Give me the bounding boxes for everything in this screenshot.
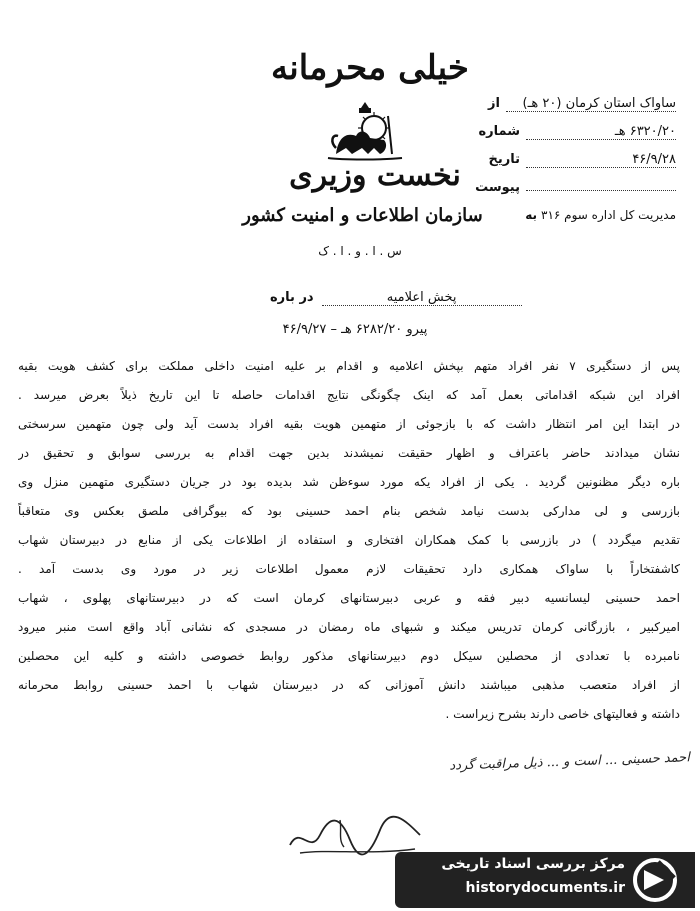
- meta-attachment: [475, 180, 676, 195]
- body-line: باره دیگر مظنونین گردید . یکی از افراد یکه مورد سوءظن شد بدیده بود در جریان دستگیری متهمین منزل وی: [18, 475, 680, 489]
- attachment-value: [526, 190, 676, 191]
- attachment-label: پیوست: [475, 180, 520, 195]
- subject-label: در باره: [270, 290, 314, 305]
- body-line: افراد این شبکه اقداماتی بعمل آمد که اینک چگونگی نتایج اقدامات حاصله تا این تاریخ ذیلاً بعرض میرسد .: [18, 388, 680, 402]
- meta-to: [525, 208, 676, 222]
- organization-code: س . ا . و . ا . ک: [318, 244, 402, 258]
- letter-body: [18, 352, 680, 729]
- date-label: تاریخ: [488, 152, 520, 167]
- number-label: شماره: [478, 124, 520, 139]
- to-label: به: [525, 208, 537, 222]
- meta-number: [478, 124, 676, 140]
- body-line: احمد حسینی لیسانسیه دبیر فقه و عربی دبیرستانهای کرمان است که در دبیرستانهای پهلوی ، شهاب: [18, 591, 680, 605]
- body-line: امیرکبیر ، بازرگانی کرمان تدریس میکند و شبهای ماه رمضان در مسجدی که نشانی آباد واقع است منبر میرود: [18, 620, 680, 634]
- body-line: از افراد متعصب مذهبی میباشند دانش آموزانی که در دبیرستان شهاب با احمد حسینی روابط محرمانه: [18, 678, 680, 692]
- body-line: تقدیم میگردد ) در بازرسی با کمک همکاران افتخاری و استفاده از اطلاعات یکی از منابع در دبیرستان شهاب: [18, 533, 680, 547]
- number-value: ۶۳۲۰/۲۰ هـ: [526, 124, 676, 140]
- from-label: از: [488, 96, 500, 111]
- body-line: نشان میدادند حاضر باعتراف و اظهار حقیقت نمیشدند بدین جهت اقدام به بررسی سوابق و تحقیق در: [18, 446, 680, 460]
- lion-and-sun-emblem-icon: [322, 98, 408, 162]
- to-value: مدیریت کل اداره سوم ۳۱۶: [541, 208, 676, 222]
- ministry-heading: نخست وزیری: [289, 158, 461, 193]
- watermark-url[interactable]: historydocuments.ir: [465, 880, 625, 896]
- reference-line: پیرو ۶۲۸۲/۲۰ هـ – ۴۶/۹/۲۷: [282, 322, 428, 337]
- body-line: نامبرده با تعدادی از محصلین سیکل دوم دبیرستانهای مذکور روابط خصوصی داشته و کلیه این محصلین: [18, 649, 680, 663]
- subject-line: [270, 290, 540, 306]
- date-value: ۴۶/۹/۲۸: [526, 152, 676, 168]
- subject-value: پخش اعلامیه: [322, 290, 522, 306]
- body-line: بازرسی و لی مدارکی بدست نیامد شخص بنام احمد حسینی بود که بیوگرافی ملصق بعکس وی متعاقباً: [18, 504, 680, 518]
- body-line: پس از دستگیری ۷ نفر افراد متهم بپخش اعلامیه و اقدام بر علیه امنیت داخلی مملکت برای کشف هویت بقیه: [18, 359, 680, 373]
- classification-stamp: خیلی محرمانه: [271, 48, 469, 88]
- handwritten-note: احمد حسینی ... است و ... ذیل مراقبت گردد: [449, 750, 691, 774]
- archive-logo-icon: [630, 856, 680, 904]
- body-line: داشته و فعالیتهای خاصی دارند بشرح زیراست .: [445, 707, 680, 721]
- organization-heading: سازمان اطلاعات و امنیت کشور: [242, 205, 483, 226]
- body-line: کاشفتخاراً با ساواک همکاری دارد تحقیقات لازم معمول اطلاعات زیر در مورد وی بدست آمد .: [18, 562, 680, 576]
- body-line: در ابتدا این امر انتظار داشت که با بازجوئی از متهمین هویت بقیه افراد بدست آید ولی چون متهمین سرسختی: [18, 417, 680, 431]
- meta-from: [488, 96, 676, 112]
- from-value: ساواک استان کرمان (۲۰ هـ): [506, 96, 676, 112]
- watermark-title: مرکز بررسی اسناد تاریخی: [441, 856, 625, 872]
- meta-date: [489, 152, 677, 168]
